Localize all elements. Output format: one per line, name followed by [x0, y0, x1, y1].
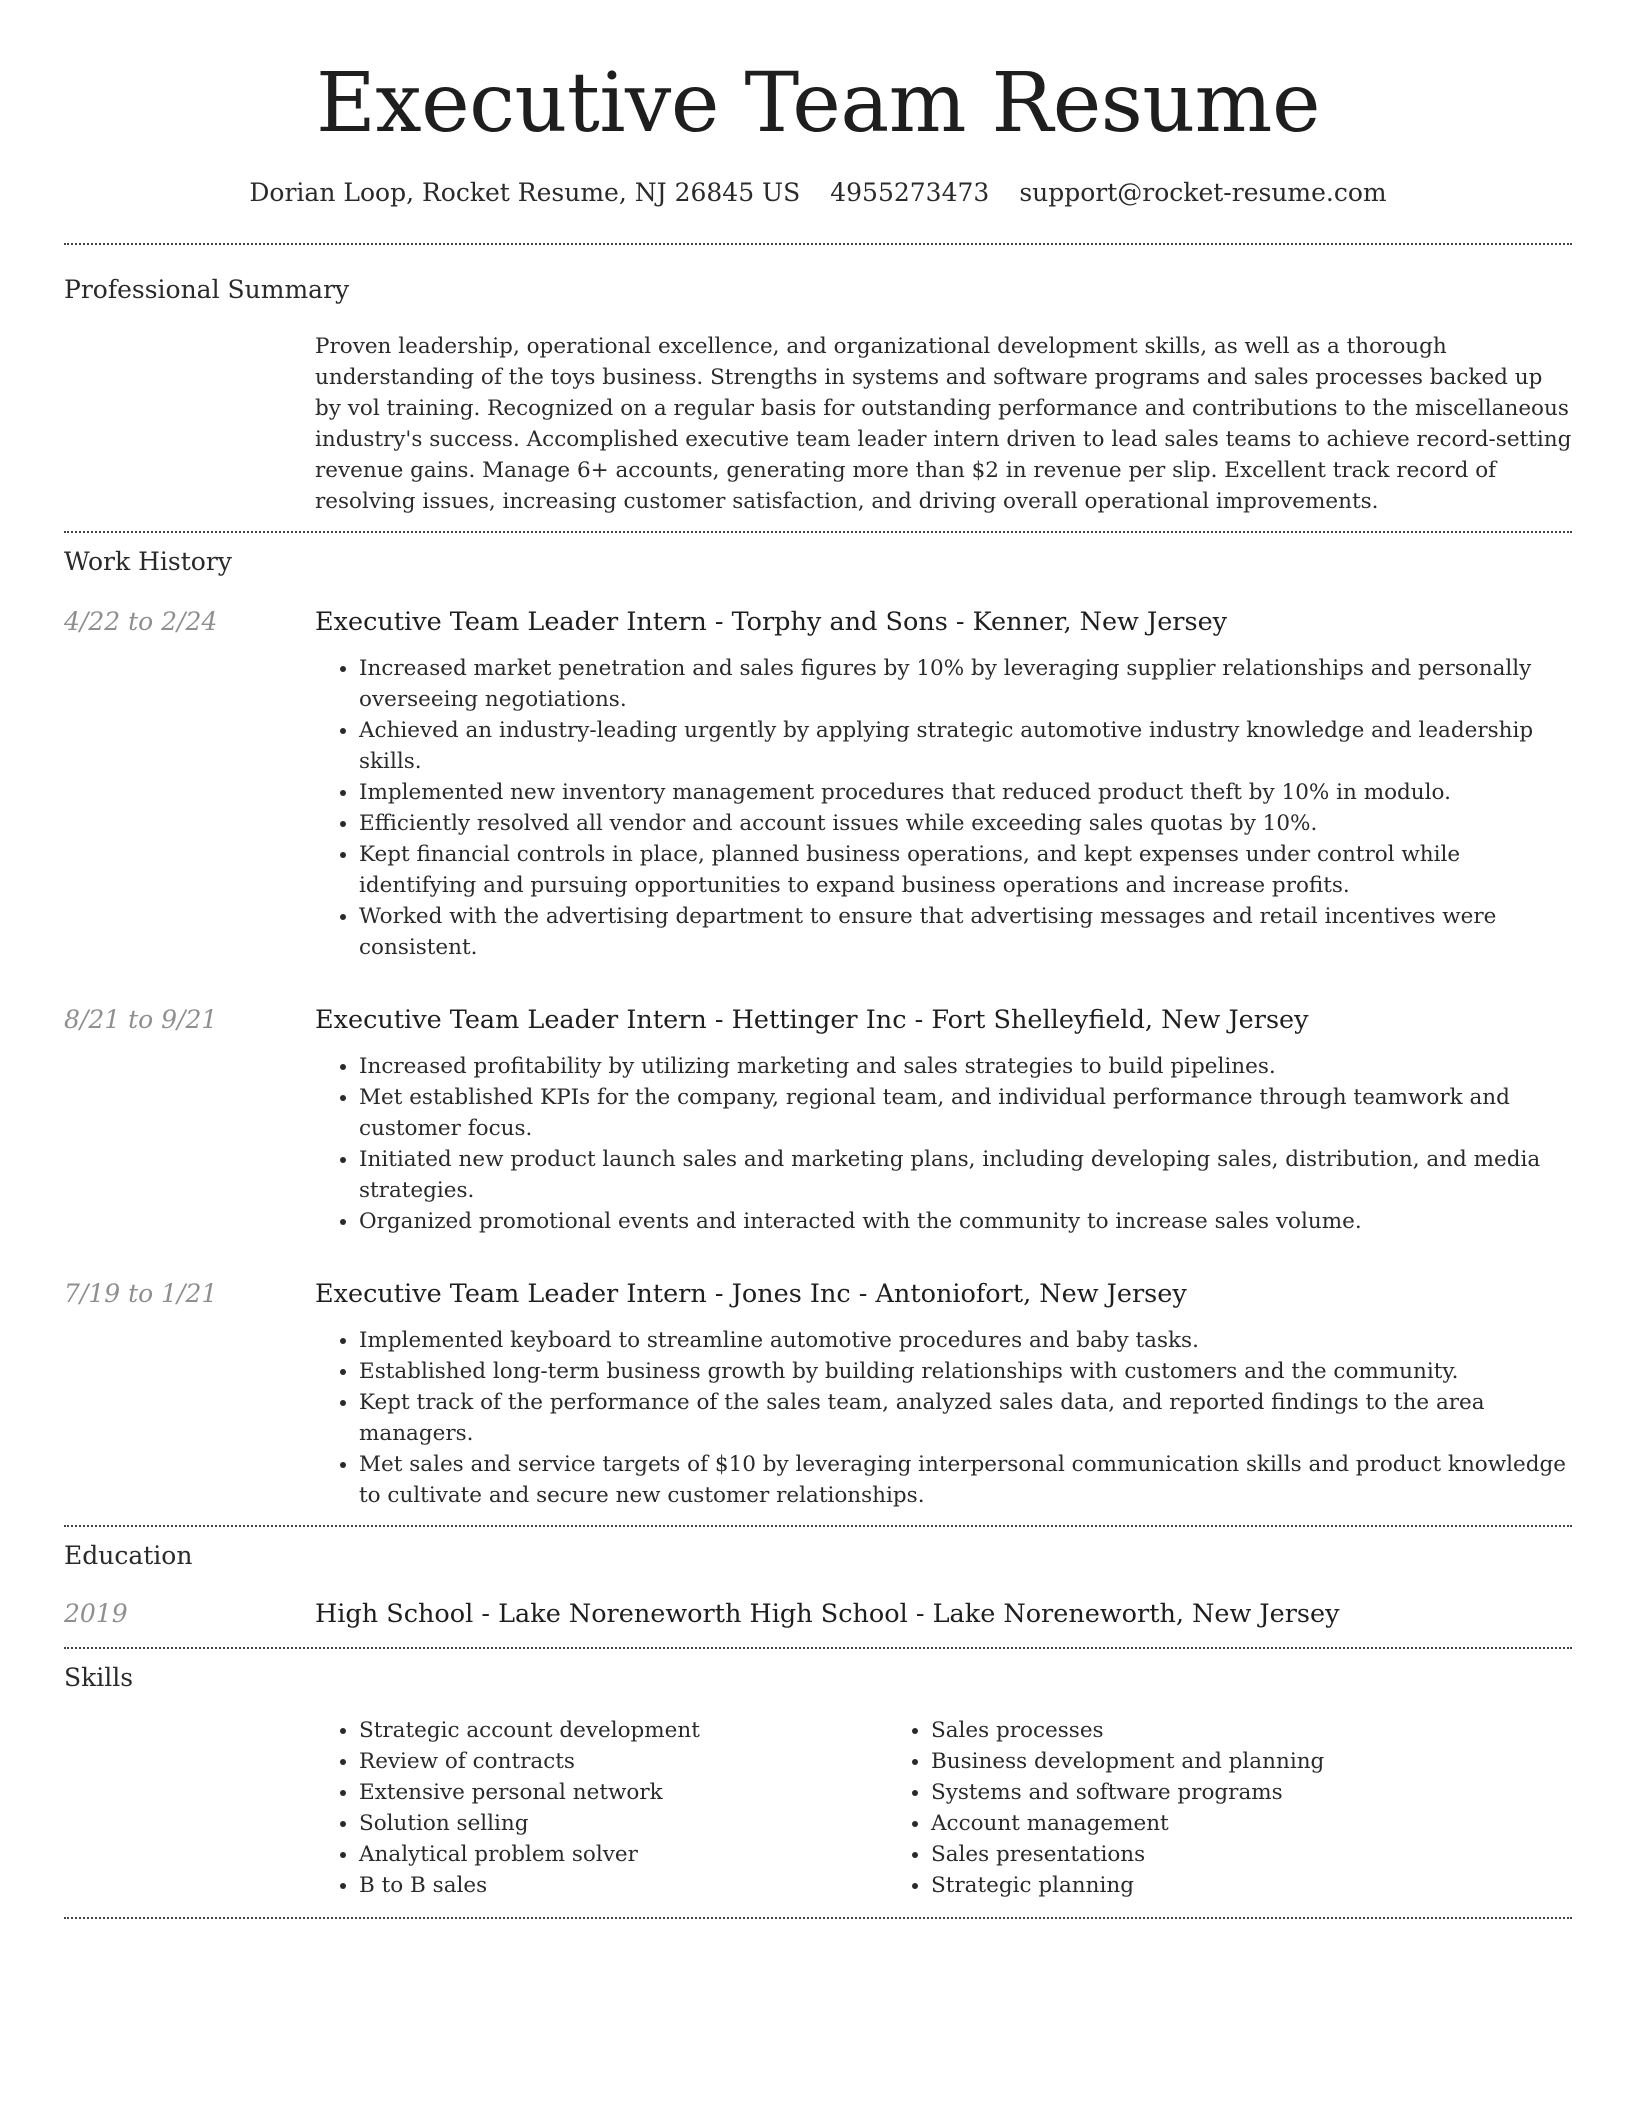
- job-bullet: • Increased profitability by utilizing marketing and sales strategies to build pipelines.: [359, 1051, 1572, 1082]
- job-bullet: • Organized promotional events and interacted with the community to increase sales volume.: [359, 1206, 1572, 1237]
- skill-item: • Account management: [931, 1808, 1503, 1839]
- divider: [64, 1647, 1572, 1649]
- skill-item: • Strategic planning: [931, 1870, 1503, 1901]
- job-bullet: • Initiated new product launch sales and marketing plans, including developing sales, distribution, and media strategies.: [359, 1144, 1572, 1206]
- job-bullet: • Met sales and service targets of $10 by leveraging interpersonal communication skills and product knowledge to cultivate and secure new customer relationships.: [359, 1449, 1572, 1511]
- job-entry: [64, 1003, 1572, 1237]
- divider: [64, 1917, 1572, 1919]
- skill-item: • Strategic account development: [359, 1715, 887, 1746]
- section-heading-education: Education: [64, 1541, 193, 1570]
- education-year: 2019: [64, 1599, 128, 1628]
- skill-item: • Extensive personal network: [359, 1777, 887, 1808]
- job-bullet: • Achieved an industry-leading urgently by applying strategic automotive industry knowledge and leadership skills.: [359, 715, 1572, 777]
- job-dates: 7/19 to 1/21: [64, 1279, 218, 1308]
- job-entry: [64, 605, 1572, 963]
- skill-item: • B to B sales: [359, 1870, 887, 1901]
- divider: [64, 243, 1572, 245]
- divider: [64, 531, 1572, 533]
- summary-text: Proven leadership, operational excellence, and organizational development skills, as well as a thorough understanding of the toys business. Strengths in systems and software programs and sales processes backed up by vol training. Recognized on a regular basis for outstanding performance and contributions to the miscellaneous industry's success. Accomplished executive team leader intern driven to lead sales teams to achieve record-setting revenue gains. Manage 6+ accounts, generating more than $2 in revenue per slip. Excellent track record of resolving issues, increasing customer satisfaction, and driving overall operational improvements.: [315, 334, 1572, 514]
- contact-email: support@rocket-resume.com: [1019, 178, 1387, 207]
- resume-title: Executive Team Resume: [316, 56, 1320, 151]
- contact-phone: 4955273473: [830, 178, 990, 207]
- skill-item: • Analytical problem solver: [359, 1839, 887, 1870]
- job-bullet: • Kept financial controls in place, planned business operations, and kept expenses under control while identifying and pursuing opportunities to expand business operations and increase profits.: [359, 839, 1572, 901]
- skill-item: • Systems and software programs: [931, 1777, 1503, 1808]
- skill-item: • Business development and planning: [931, 1746, 1503, 1777]
- contact-address: Dorian Loop, Rocket Resume, NJ 26845 US: [249, 178, 801, 207]
- job-bullets: [315, 1325, 1572, 1511]
- job-bullets: [315, 653, 1572, 963]
- resume-page: [64, 0, 1572, 1919]
- contact-line: [64, 176, 1572, 210]
- section-heading-summary: Professional Summary: [64, 275, 350, 304]
- job-entry: [64, 1277, 1572, 1511]
- job-title: Executive Team Leader Intern - Torphy and Sons - Kenner, New Jersey: [315, 607, 1228, 637]
- skill-item: • Sales processes: [931, 1715, 1503, 1746]
- skill-item: • Sales presentations: [931, 1839, 1503, 1870]
- job-bullet: • Worked with the advertising department to ensure that advertising messages and retail incentives were consistent.: [359, 901, 1572, 963]
- skill-item: • Review of contracts: [359, 1746, 887, 1777]
- job-dates: 4/22 to 2/24: [64, 607, 218, 636]
- job-bullet: • Kept track of the performance of the sales team, analyzed sales data, and reported findings to the area managers.: [359, 1387, 1572, 1449]
- job-bullet: • Established long-term business growth by building relationships with customers and the community.: [359, 1356, 1572, 1387]
- job-title: Executive Team Leader Intern - Hettinger Inc - Fort Shelleyfield, New Jersey: [315, 1005, 1309, 1035]
- job-bullet: • Implemented keyboard to streamline automotive procedures and baby tasks.: [359, 1325, 1572, 1356]
- skills-list-left: [315, 1715, 887, 1901]
- skills-columns: [315, 1715, 1572, 1901]
- job-bullets: [315, 1051, 1572, 1237]
- job-bullet: • Efficiently resolved all vendor and account issues while exceeding sales quotas by 10%.: [359, 808, 1572, 839]
- job-dates: 8/21 to 9/21: [64, 1005, 218, 1034]
- job-bullet: • Increased market penetration and sales figures by 10% by leveraging supplier relationships and personally overseeing negotiations.: [359, 653, 1572, 715]
- section-heading-work: Work History: [64, 547, 232, 576]
- skills-list-right: [887, 1715, 1503, 1901]
- education-detail: High School - Lake Noreneworth High School - Lake Noreneworth, New Jersey: [315, 1599, 1340, 1629]
- section-heading-skills: Skills: [64, 1663, 134, 1692]
- education-entry: [64, 1597, 1572, 1631]
- job-bullet: • Met established KPIs for the company, regional team, and individual performance through teamwork and customer focus.: [359, 1082, 1572, 1144]
- job-title: Executive Team Leader Intern - Jones Inc - Antoniofort, New Jersey: [315, 1279, 1187, 1309]
- job-bullet: • Implemented new inventory management procedures that reduced product theft by 10% in modulo.: [359, 777, 1572, 808]
- divider: [64, 1525, 1572, 1527]
- skill-item: • Solution selling: [359, 1808, 887, 1839]
